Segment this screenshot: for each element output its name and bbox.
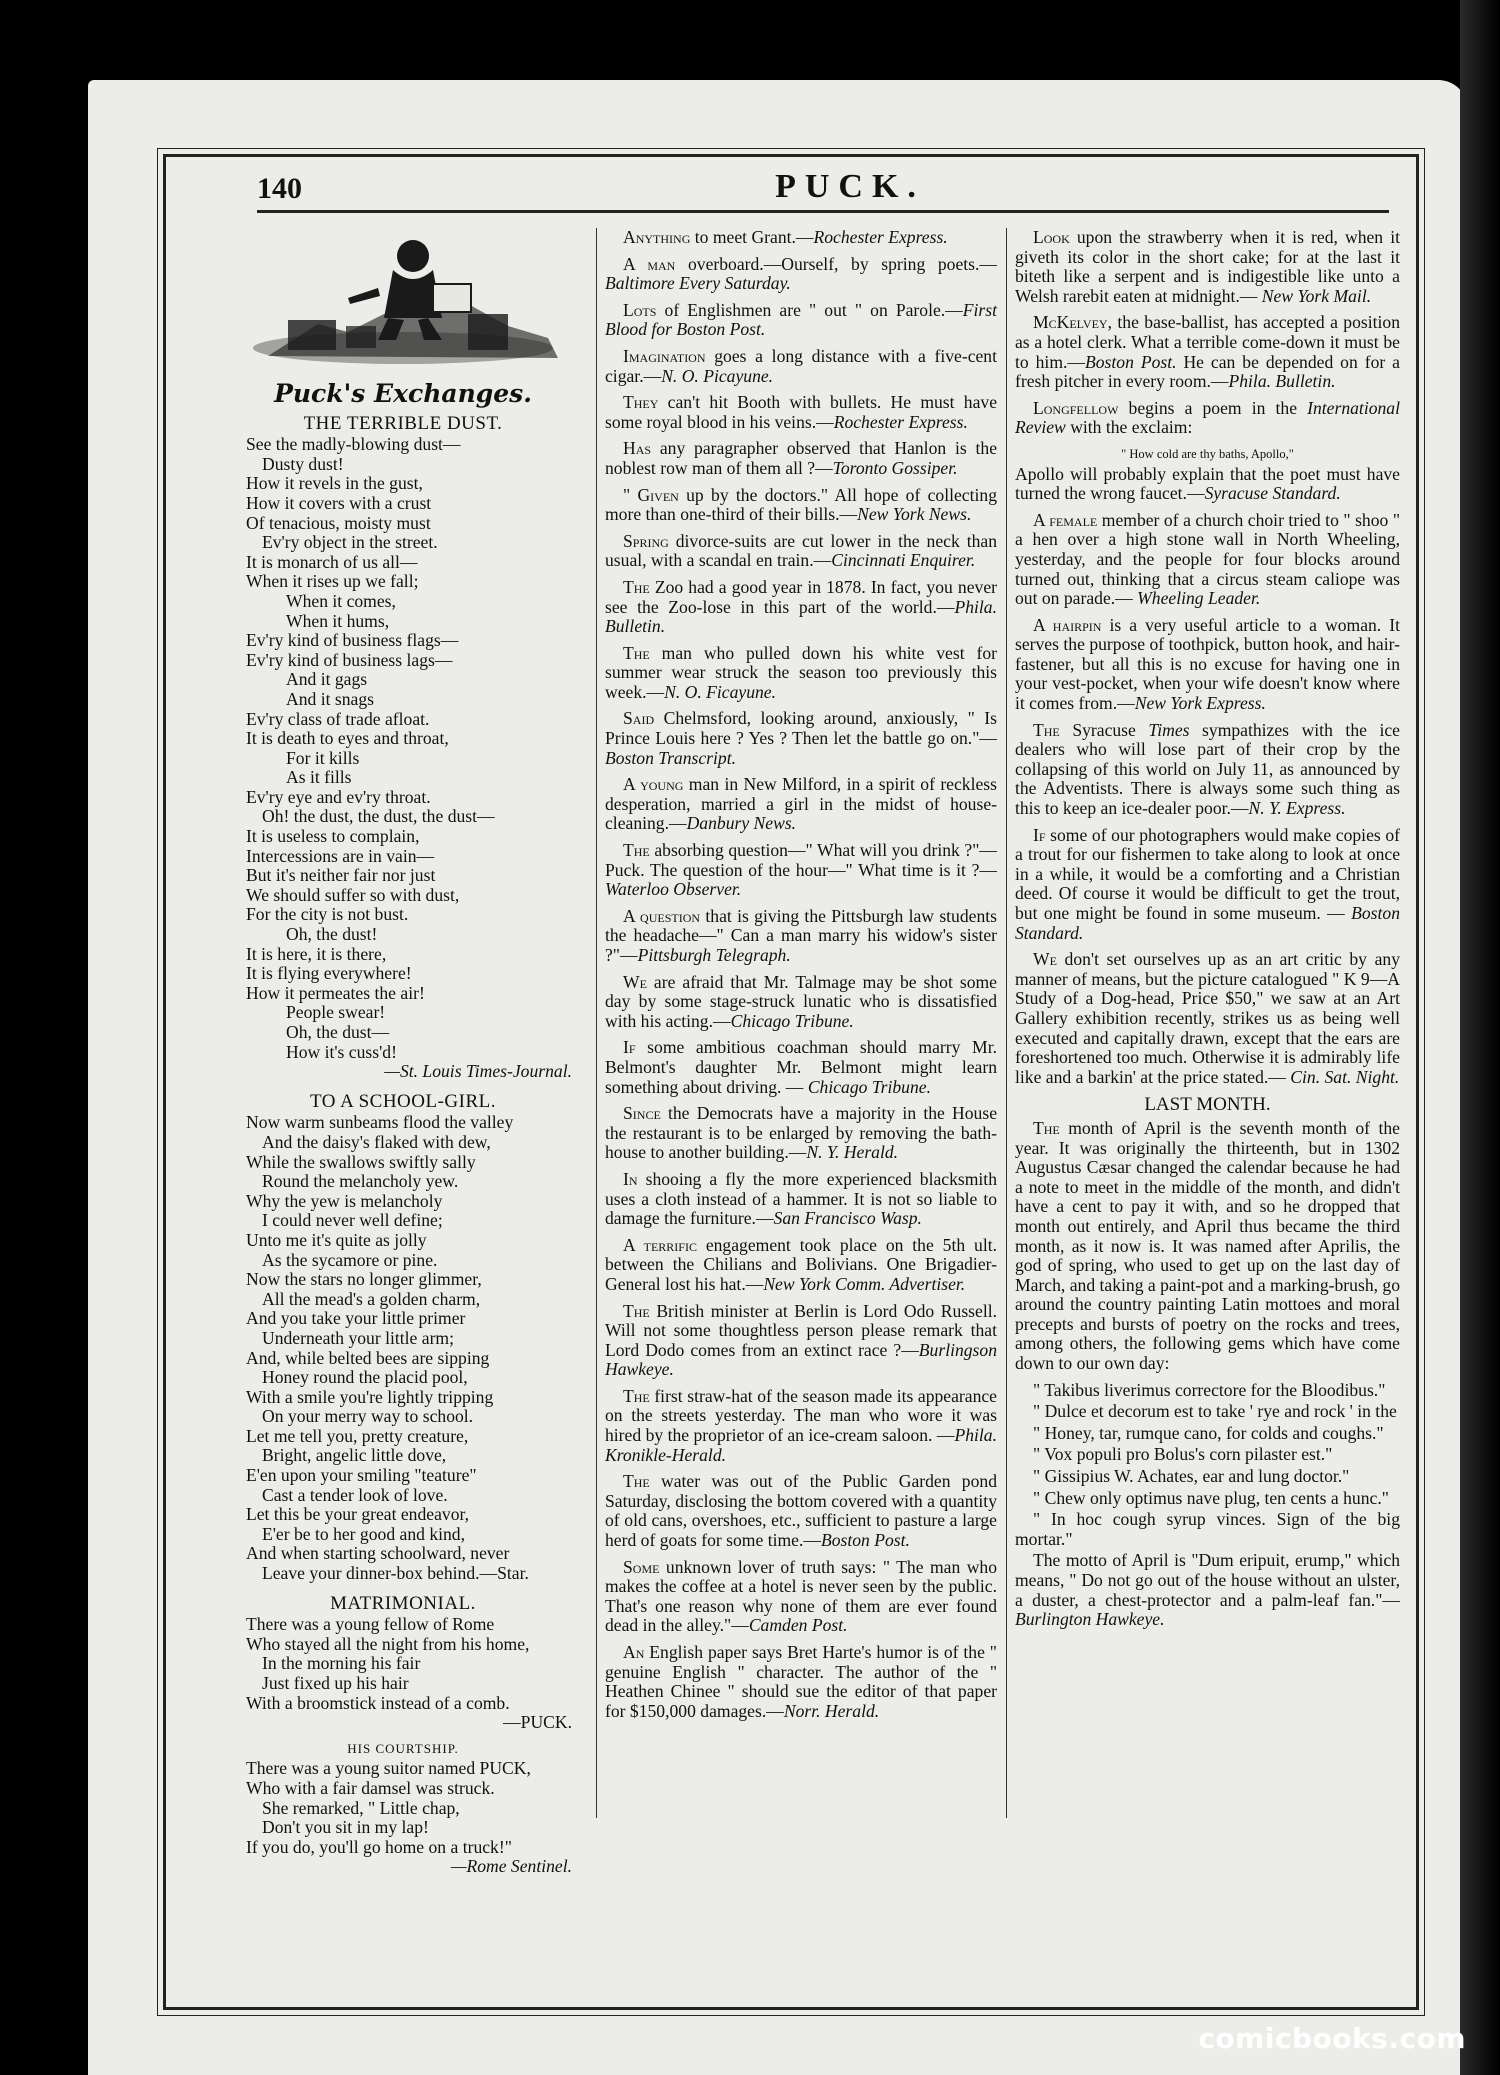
- poem-line: Ev'ry class of trade afloat.: [246, 708, 430, 729]
- puck-reading-vignette: [228, 228, 578, 378]
- header-rule: [257, 210, 1389, 213]
- department-title: Puck's Exchanges.: [274, 379, 532, 408]
- poem-line: It is monarch of us all—: [246, 551, 418, 572]
- paragraph-list: [1015, 511, 1400, 714]
- motto-line: " Takibus liverimus correctore for the Bloodibus.": [1033, 1379, 1386, 1400]
- paragraph-item: Some unknown lover of truth says: " The man who makes the coffee at a hotel is never seen by the public. That's one reason why none of them are ever found dead in the alley."—Camden Post.: [605, 1556, 997, 1636]
- poem-line: Let this be your great endeavor,: [246, 1504, 470, 1525]
- motto-line: " Chew only optimus nave plug, ten cents a hunc.": [1033, 1487, 1389, 1508]
- poem-line: Of tenacious, moisty must: [246, 512, 431, 533]
- poem-line: Now the stars no longer glimmer,: [246, 1269, 482, 1290]
- paragraph-item: In shooing a fly the more experienced blacksmith uses a cloth instead of a hammer. It is not so liable to damage the furniture.—San Francisco Wasp.: [605, 1168, 997, 1229]
- poem-line: Don't you sit in my lap!: [262, 1817, 429, 1838]
- poem-credit: —Rome Sentinel.: [450, 1856, 572, 1877]
- column-rule-2: [1006, 228, 1007, 1818]
- paragraph-item: The first straw-hat of the season made its appearance on the streets yesterday. The man who wore it was hired by the proprietor of an ice-cream saloon. —Phila. Kronikle-Herald.: [605, 1385, 997, 1465]
- poem-line: Who with a fair damsel was struck.: [246, 1777, 495, 1798]
- paragraph-item: A man overboard.—Ourself, by spring poets.—Baltimore Every Saturday.: [605, 253, 997, 294]
- paragraph-item: The British minister at Berlin is Lord Odo Russell. Will not some thoughtless person please remark that Lord Dodo comes from an extinct race ?—Burlingson Hawkeye.: [605, 1300, 997, 1380]
- poem-line: And the daisy's flaked with dew,: [262, 1131, 491, 1152]
- poem-line: With a smile you're lightly tripping: [246, 1386, 494, 1407]
- poem-line: And, while belted bees are sipping: [246, 1347, 490, 1368]
- poem-line: Bright, angelic little dove,: [262, 1445, 447, 1466]
- motto-list: [1015, 1381, 1400, 1550]
- book-gutter-shadow: [1460, 0, 1500, 2075]
- paragraph-item: Spring divorce-suits are cut lower in the neck than usual, with a scandal en train.—Cincinnati Enquirer.: [605, 530, 997, 571]
- poem-line: When it comes,: [286, 590, 396, 611]
- paragraph-list: [605, 228, 997, 1721]
- poem-line: And it snags: [286, 688, 374, 709]
- poem-line: All the mead's a golden charm,: [262, 1288, 481, 1309]
- paragraph-item: A female member of a church choir tried to " shoo " a hen over a high stone wall in North Wheeling, yesterday, and the people for four blocks around turned out, thinking that a circus steam caliope was out on parade.— Wheeling Leader.: [1015, 509, 1400, 609]
- poem-line: It is death to eyes and throat,: [246, 728, 449, 749]
- poem-line: Underneath your little arm;: [262, 1327, 455, 1348]
- paragraph-item: Has any paragrapher observed that Hanlon is the noblest row man of them all ?—Toronto Gossiper.: [605, 438, 997, 478]
- paragraph-item: If some ambitious coachman should marry Mr. Belmont's daughter Mr. Belmont might learn something about driving. — Chicago Tribune.: [605, 1037, 997, 1097]
- poem-line: Oh, the dust!: [286, 924, 378, 945]
- paragraph-item: They can't hit Booth with bullets. He must have some royal blood in his veins.—Rochester Express.: [605, 392, 997, 432]
- paragraph-item: The man who pulled down his white vest for summer wear struck the season too previously this week.—N. O. Ficayune.: [605, 642, 997, 702]
- paragraph-item: If some of our photographers would make copies of a trout for our fishermen to take along to look at once in a while, it would be a comforting and a Christian deed. Of course it would be difficult to get the trout, but one might be found in some museum. — Boston Standard.: [1015, 824, 1400, 943]
- paragraph-item: A terrific engagement took place on the 5th ult. between the Chilians and Bolivians. One Brigadier-General lost his hat.—New York Comm. Advertiser.: [605, 1234, 997, 1294]
- poem-line: We should suffer so with dust,: [246, 884, 460, 905]
- paragraph-item: The water was out of the Public Garden pond Saturday, disclosing the bottom covered with a quantity of old cans, overshoes, etc., sufficient to pasture a large herd of goats for some time.—Boston Post.: [605, 1471, 997, 1551]
- poem-line: If you do, you'll go home on a truck!": [246, 1836, 512, 1857]
- poem-line: As it fills: [286, 767, 352, 788]
- poem-line: Oh, the dust—: [286, 1022, 390, 1042]
- poem-line: Just fixed up his hair: [262, 1673, 409, 1693]
- poem-line: There was a young suitor named PUCK,: [246, 1758, 531, 1779]
- motto-line: " Dulce et decorum est to take ' rye and rock ' in the: [1033, 1401, 1397, 1422]
- paragraph-item: A hairpin is a very useful article to a woman. It serves the purpose of toothpick, button hook, and hair-fastener, but all this is no excuse for having one in your vest-pocket, when your wife doesn't know where it comes from.—New York Express.: [1015, 614, 1400, 714]
- section-title-last-month: LAST MONTH.: [1144, 1094, 1271, 1116]
- poem-line: How it permeates the air!: [246, 982, 425, 1003]
- poem-line: Dusty dust!: [262, 453, 344, 474]
- poem-line: When it hums,: [286, 610, 390, 631]
- motto-line: " In hoc cough syrup vinces. Sign of the big mortar.": [1015, 1509, 1400, 1549]
- poem-body-terrible-dust: [228, 435, 578, 1062]
- poem-line: As the sycamore or pine.: [262, 1249, 438, 1270]
- paragraph-item: The Zoo had a good year in 1878. In fact, you never see the Zoo-lose in this part of the world.—Phila. Bulletin.: [605, 576, 997, 637]
- poem-line: For it kills: [286, 747, 360, 768]
- poem-line: E'en upon your smiling "teature": [246, 1465, 477, 1486]
- paragraph-item: McKelvey, the base-ballist, has accepted a position as a hotel clerk. What a terrible come-down it must be to him.—Boston Post. He can be depended on for a fresh pitcher in every room.—Phila. Bulletin.: [1015, 312, 1400, 392]
- poem-line: Unto me it's quite as jolly: [246, 1229, 427, 1250]
- poem-line: And you take your little primer: [246, 1308, 466, 1329]
- paragraph-item: Imagination goes a long distance with a five-cent cigar.—N. O. Picayune.: [605, 345, 997, 386]
- poem-line: Let me tell you, pretty creature,: [246, 1425, 469, 1446]
- paragraph-item: " Given up by the doctors." All hope of collecting more than one-third of their bills.—New York News.: [605, 484, 997, 525]
- paragraph-item: Since the Democrats have a majority in the House the restaurant is to be enlarged by removing the bath-house to another building.—N. Y. Herald.: [605, 1103, 997, 1163]
- paragraph-item: We don't set ourselves up as an art critic by any manner of means, but the picture catalogued " K 9—A Study of a Dog-head, Price $50," we saw at an Art Gallery exhibition recently, strikes us as being well executed and capitally drawn, except that the ears are foreshortened too much. Otherwise it is admirably life like and a barkin' at the price stated.— Cin. Sat. Night.: [1015, 949, 1400, 1087]
- watermark: comicbooks.com: [1198, 2022, 1466, 2055]
- poem-line: It is here, it is there,: [246, 943, 387, 964]
- poem-line: How it covers with a crust: [246, 492, 432, 513]
- column-rule-1: [596, 228, 597, 1818]
- paragraph-item: Longfellow begins a poem in the International Review with the exclaim:: [1015, 397, 1400, 438]
- paragraph-item: The motto of April is "Dum eripuit, erump," which means, " Do not go out of the house without an ulster, a duster, a chest-protector and a palm-leaf fan."—Burlington Hawkeye.: [1015, 1550, 1400, 1630]
- poem-line: There was a young fellow of Rome: [246, 1614, 495, 1635]
- paragraph-item: Lots of Englishmen are " out " on Parole.—First Blood for Boston Post.: [605, 299, 997, 340]
- poem-line: E'er be to her good and kind,: [262, 1523, 465, 1544]
- paragraph-item: The absorbing question—" What will you drink ?"—Puck. The question of the hour—" What time is it ?—Waterloo Observer.: [605, 840, 997, 900]
- paragraph-item: We are afraid that Mr. Talmage may be shot some day by some stage-struck lunatic who is dissatisfied with his acting.—Chicago Tribune.: [605, 971, 997, 1031]
- poem-line: People swear!: [286, 1002, 386, 1023]
- poem-line: While the swallows swiftly sally: [246, 1151, 476, 1172]
- paragraph-item: Anything to meet Grant.—Rochester Express.: [623, 227, 948, 247]
- paragraph-item: A young man in New Milford, in a spirit of reckless desperation, married a girl in the midst of house-cleaning.—Danbury News.: [605, 774, 997, 834]
- poem-credit: —PUCK.: [503, 1712, 572, 1733]
- poem-line: For the city is not bust.: [246, 904, 409, 925]
- motto-line: " Vox populi pro Bolus's corn pilaster est.": [1033, 1444, 1333, 1465]
- poem-line: On your merry way to school.: [262, 1406, 474, 1427]
- poem-title-his-courtship: HIS COURTSHIP.: [347, 1740, 459, 1756]
- motto-line: " Gissipius W. Achates, ear and lung doctor.": [1033, 1466, 1350, 1487]
- paragraph-item: Look upon the strawberry when it is red, when it giveth its color in the short cake; for at the last it biteth like a serpent and is indigestible like unto a Welsh rarebit eaten at midnight.— New York Mail.: [1015, 227, 1400, 306]
- paragraph-list: [1015, 228, 1400, 392]
- poem-line: Honey round the placid pool,: [262, 1367, 468, 1388]
- poem-line: Now warm sunbeams flood the valley: [246, 1112, 514, 1133]
- quoted-line: " How cold are thy baths, Apollo,": [1121, 446, 1294, 461]
- poem-line: Ev'ry eye and ev'ry throat.: [246, 786, 431, 807]
- poem-title-terrible-dust: THE TERRIBLE DUST.: [303, 412, 503, 434]
- poem-line: How it's cuss'd!: [286, 1041, 397, 1062]
- poem-line: Who stayed all the night from his home,: [246, 1633, 530, 1654]
- poem-credit: —St. Louis Times-Journal.: [384, 1061, 572, 1082]
- poem-line: Ev'ry object in the street.: [262, 532, 438, 553]
- paragraph-list: [1015, 826, 1400, 1088]
- poem-line: In the morning his fair: [262, 1653, 421, 1674]
- poem-line: Why the yew is melancholy: [246, 1190, 443, 1211]
- poem-line: Oh! the dust, the dust, the dust—: [262, 806, 495, 827]
- poem-title-matrimonial: MATRIMONIAL.: [330, 1592, 476, 1614]
- paragraph-item: An English paper says Bret Harte's humor is of the " genuine English " character. The author of the " Heathen Chinee " should sue the editor of that paper for $150,000 damages.—Norr. Herald.: [605, 1642, 997, 1721]
- poem-line: When it rises up we fall;: [246, 571, 419, 592]
- column-paragraphs-middle: [605, 228, 997, 1828]
- poem-line: Round the melancholy yew.: [262, 1171, 459, 1192]
- poem-line: It is useless to complain,: [246, 826, 420, 847]
- poem-line: See the madly-blowing dust—: [246, 434, 461, 455]
- column-exchanges-poems: [228, 228, 578, 1877]
- poem-body-matrimonial: [228, 1615, 578, 1713]
- poem-line: With a broomstick instead of a comb.: [246, 1692, 510, 1713]
- poem-line: It is flying everywhere!: [246, 963, 412, 984]
- paragraph-item: Said Chelmsford, looking around, anxiously, " Is Prince Louis here ? Yes ? Then let the battle go on."—Boston Transcript.: [605, 708, 997, 768]
- poem-body-his-courtship: [228, 1759, 578, 1857]
- motto-line: " Honey, tar, rumque cano, for colds and coughs.": [1033, 1422, 1384, 1443]
- paragraph-item: The month of April is the seventh month of the year. It was originally the thirteenth, but in 1302 Augustus Cæsar changed the calendar because he had a note to meet in the middle of the month, and didn't have a cent to pay it with, and so he dropped that month out entirely, and April thus became the third month, as it now is. It was named after Aprilis, the god of spring, who used to get up on the last day of March, and taking a paint-pot and a marking-brush, go around the country painting Latin mottoes and moral precepts and bursts of poetry on the rocks and trees, among others, the following gems which have come down to our own day:: [1015, 1117, 1401, 1374]
- page-number: 140: [257, 172, 302, 205]
- poem-title-school-girl: TO A SCHOOL-GIRL.: [309, 1090, 497, 1112]
- poem-line: And it gags: [286, 669, 368, 690]
- poem-body-school-girl: [228, 1113, 578, 1583]
- poem-line: She remarked, " Little chap,: [262, 1797, 460, 1818]
- paragraph-item: The Syracuse Times sympathizes with the ice dealers who will lose part of their crop by the collapsing of this world on July 11, as announced by the Adventists. There is always some such thing as this to keep an ice-dealer poor.—N. Y. Express.: [1015, 719, 1400, 819]
- masthead-title: PUCK.: [775, 168, 925, 205]
- poem-line: Leave your dinner-box behind.—Star.: [262, 1563, 529, 1584]
- poem-line: Cast a tender look of love.: [262, 1484, 448, 1505]
- poem-line: But it's neither fair nor just: [246, 865, 436, 886]
- poem-line: Ev'ry kind of business flags—: [246, 630, 459, 651]
- poem-line: And when starting schoolward, never: [246, 1543, 510, 1564]
- poem-line: Ev'ry kind of business lags—: [246, 649, 453, 670]
- paragraph-item: Apollo will probably explain that the poet must have turned the wrong faucet.—Syracuse Standard.: [1015, 463, 1400, 504]
- poem-line: Intercessions are in vain—: [246, 845, 435, 866]
- poem-line: How it revels in the gust,: [246, 473, 423, 494]
- column-paragraphs-right: [1015, 228, 1400, 1828]
- poem-line: I could never well define;: [262, 1210, 443, 1231]
- paragraph-item: A question that is giving the Pittsburgh law students the headache—" Can a man marry his widow's sister ?"—Pittsburgh Telegraph.: [605, 905, 997, 965]
